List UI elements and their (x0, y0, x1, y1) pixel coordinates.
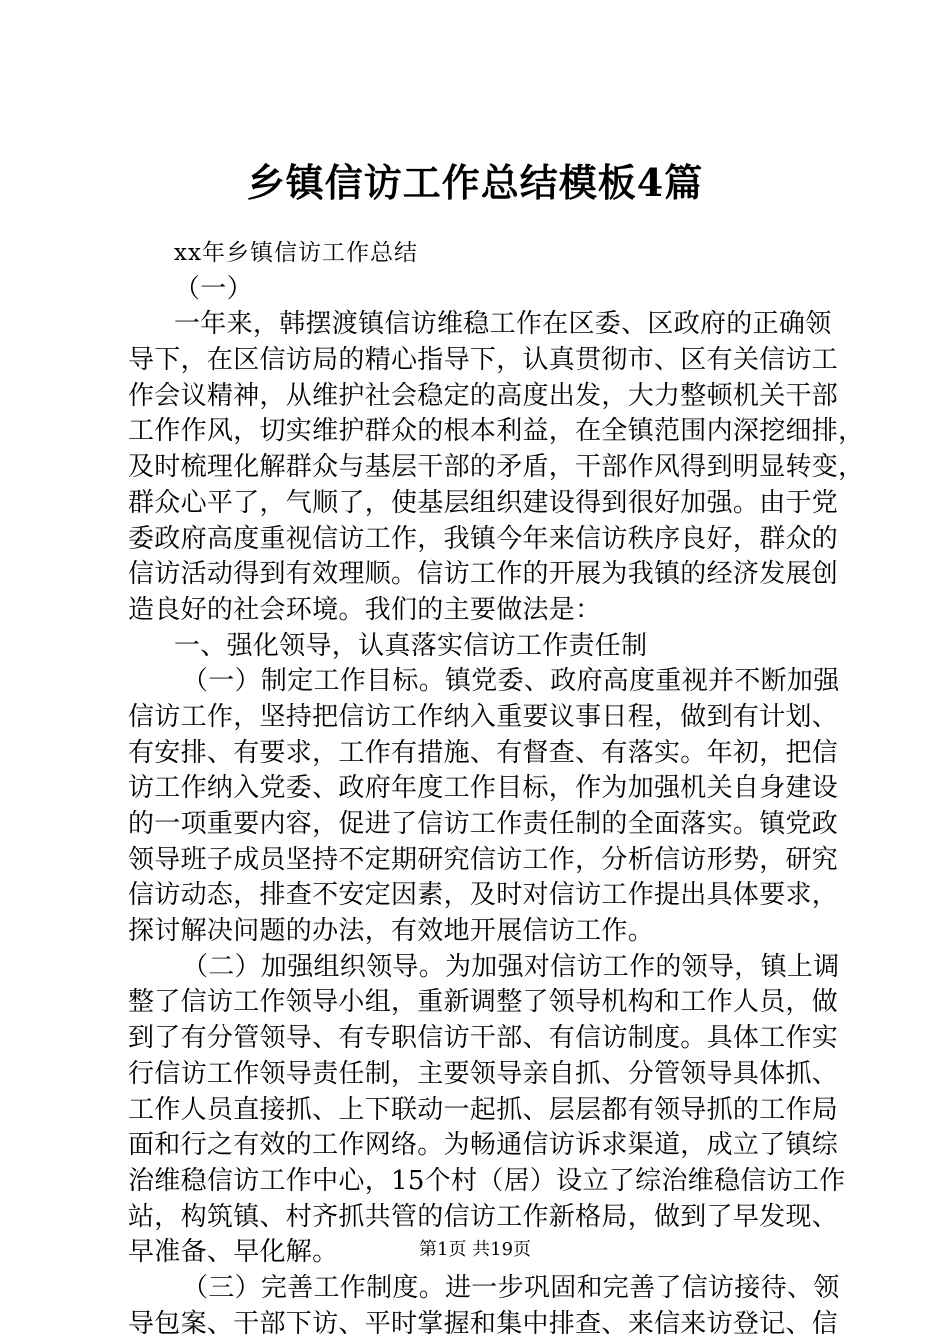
paragraph-line: 访工作纳入党委、政府年度工作目标，作为加强机关自身建设 (128, 773, 839, 804)
paragraph-line: 领导班子成员坚持不定期研究信访工作，分析信访形势，研究 (128, 844, 839, 875)
paragraph-line: 到了有分管领导、有专职信访干部、有信访制度。具体工作实 (128, 1023, 839, 1054)
paragraph-line: 工作作风，切实维护群众的根本利益，在全镇范围内深挖细排， (128, 416, 865, 447)
paragraph-line: 导下，在区信访局的精心指导下，认真贯彻市、区有关信访工 (128, 345, 839, 376)
paragraph-line: 治维稳信访工作中心，15个村（居）设立了综治维稳信访工作 (128, 1165, 846, 1196)
paragraph-line: （二）加强组织领导。为加强对信访工作的领导，镇上调 (182, 951, 840, 982)
section-marker-line: （一） (174, 273, 253, 304)
paragraph-line: 行信访工作领导责任制，主要领导亲自抓、分管领导具体抓、 (128, 1058, 839, 1089)
document-body (128, 236, 865, 1342)
document-title: 乡镇信访工作总结模板4篇 (246, 160, 704, 205)
paragraph-line: 的一项重要内容，促进了信访工作责任制的全面落实。镇党政 (128, 809, 839, 839)
paragraph-line: 作会议精神，从维护社会稳定的高度出发，大力整顿机关干部 (128, 380, 839, 411)
subtitle-line: xx年乡镇信访工作总结 (174, 240, 418, 266)
paragraph-line: 及时梳理化解群众与基层干部的矛盾，干部作风得到明显转变， (128, 452, 865, 483)
paragraph-line: 早准备、早化解。 (128, 1237, 339, 1268)
paragraph-line: 探讨解决问题的办法，有效地开展信访工作。 (128, 916, 655, 947)
paragraph-line: 导包案、干部下访、平时掌握和集中排查、来信来访登记、信 (128, 1308, 839, 1339)
paragraph-line: （三）完善工作制度。进一步巩固和完善了信访接待、领 (182, 1272, 840, 1303)
paragraph-line: 一年来，韩摆渡镇信访维稳工作在区委、区政府的正确领 (174, 309, 832, 340)
heading-line: 一、强化领导，认真落实信访工作责任制 (174, 630, 648, 661)
paragraph-line: 信访工作，坚持把信访工作纳入重要议事日程，做到有计划、 (128, 701, 839, 732)
paragraph-line: （一）制定工作目标。镇党委、政府高度重视并不断加强 (182, 666, 840, 697)
paragraph-line: 信访动态，排查不安定因素，及时对信访工作提出具体要求， (128, 880, 839, 911)
paragraph-line: 造良好的社会环境。我们的主要做法是： (128, 594, 602, 625)
page-number-footer: 第1页 共19页 (418, 1239, 532, 1260)
paragraph-line: 整了信访工作领导小组，重新调整了领导机构和工作人员，做 (128, 987, 839, 1018)
paragraph-line: 面和行之有效的工作网络。为畅通信访诉求渠道，成立了镇综 (128, 1130, 839, 1161)
paragraph-line: 有安排、有要求，工作有措施、有督查、有落实。年初，把信 (128, 737, 839, 768)
paragraph-line: 站，构筑镇、村齐抓共管的信访工作新格局，做到了早发现、 (128, 1201, 839, 1232)
paragraph-line: 信访活动得到有效理顺。信访工作的开展为我镇的经济发展创 (128, 559, 839, 590)
paragraph-line: 委政府高度重视信访工作，我镇今年来信访秩序良好，群众的 (128, 523, 839, 554)
paragraph-line: 工作人员直接抓、上下联动一起抓、层层都有领导抓的工作局 (128, 1094, 839, 1125)
paragraph-line: 群众心平了，气顺了，使基层组织建设得到很好加强。由于党 (128, 487, 839, 518)
